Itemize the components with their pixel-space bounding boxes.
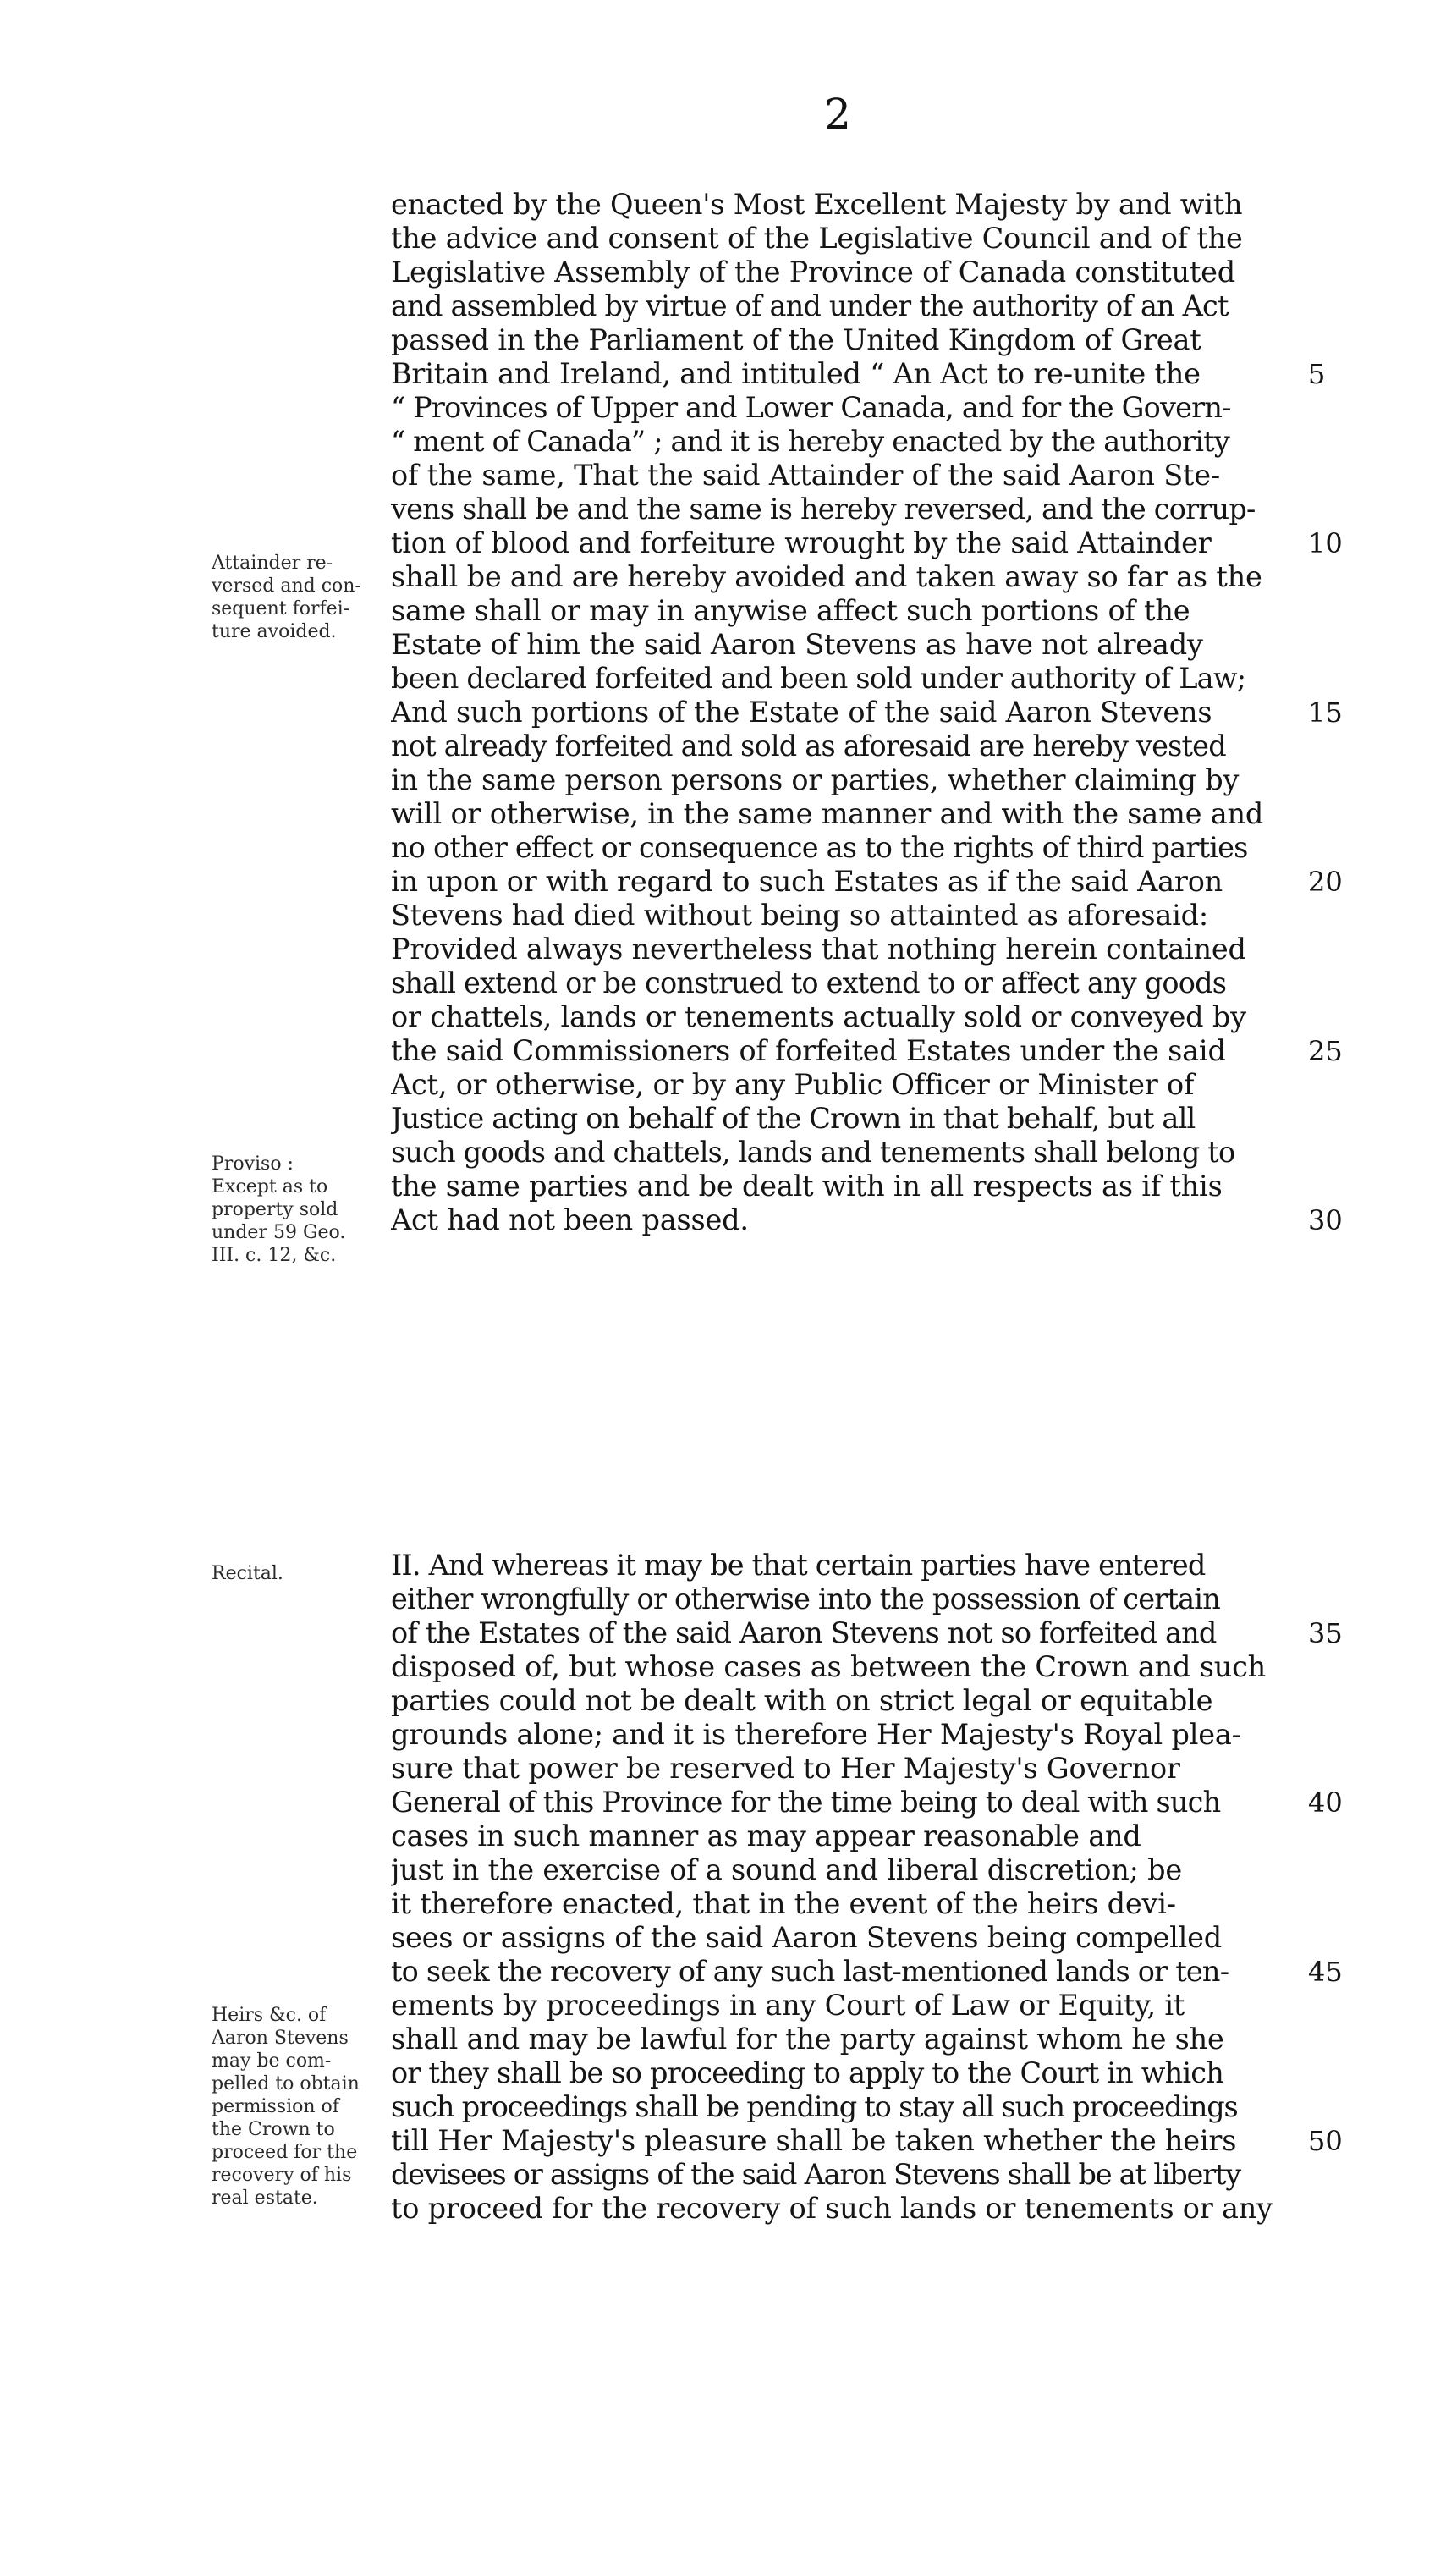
line-number-30: 30 (1308, 1204, 1343, 1236)
text-line: till Her Majesty's pleasure shall be taken whether the heirs (391, 2124, 1237, 2157)
line-number-25: 25 (1308, 1035, 1343, 1067)
text-line: tion of blood and forfeiture wrought by the said Attainder (391, 526, 1212, 559)
text-line: Provided always nevertheless that nothing herein contained (391, 933, 1246, 966)
text-line: Legislative Assembly of the Province of Canada constituted (391, 256, 1235, 289)
text-line: II. And whereas it may be that certain parties have entered (391, 1549, 1206, 1582)
text-line: “ ment of Canada” ; and it is hereby enacted by the authority (391, 425, 1229, 458)
text-line: And such portions of the Estate of the said Aaron Stevens (391, 696, 1212, 729)
section-two-text (391, 1549, 1289, 2226)
text-line: grounds alone; and it is therefore Her Majesty's Royal plea- (391, 1718, 1241, 1751)
text-line: sure that power be reserved to Her Majesty's Governor (391, 1752, 1180, 1785)
text-line: the same parties and be dealt with in all respects as if this (391, 1170, 1223, 1203)
text-line: Britain and Ireland, and intituled “ An Act to re-unite the (391, 357, 1201, 390)
line-number-20: 20 (1308, 866, 1343, 898)
text-line: Act had not been passed. (391, 1203, 749, 1236)
line-number-15: 15 (1308, 696, 1343, 729)
page-number: 2 (824, 90, 851, 139)
text-line: Stevens had died without being so attainted as aforesaid: (391, 899, 1209, 932)
text-line: of the Estates of the said Aaron Stevens not so forfeited and (391, 1616, 1217, 1649)
line-number-45: 45 (1308, 1956, 1343, 1988)
text-line: or chattels, lands or tenements actually sold or conveyed by (391, 1000, 1246, 1033)
text-line: General of this Province for the time being to deal with such (391, 1786, 1221, 1819)
line-number-35: 35 (1308, 1617, 1343, 1649)
text-line: or they shall be so proceeding to apply to the Court in which (391, 2056, 1224, 2089)
line-number-5: 5 (1308, 358, 1326, 390)
text-line: been declared forfeited and been sold under authority of Law; (391, 662, 1246, 695)
text-line: and assembled by virtue of and under the authority of an Act (391, 289, 1229, 322)
text-line: to seek the recovery of any such last-mentioned lands or ten- (391, 1955, 1229, 1988)
text-line: “ Provinces of Upper and Lower Canada, and for the Govern- (391, 391, 1231, 424)
text-line: cases in such manner as may appear reasonable and (391, 1819, 1141, 1852)
text-line: Estate of him the said Aaron Stevens as have not already (391, 628, 1203, 661)
line-number-40: 40 (1308, 1786, 1343, 1819)
text-line: same shall or may in anywise affect such portions of the (391, 594, 1190, 627)
text-line: shall and may be lawful for the party against whom he she (391, 2023, 1224, 2056)
marginal-note-attainder-reversed: Attainder re- versed and con- sequent forfei- ture avoided. (212, 553, 361, 642)
text-line: ements by proceedings in any Court of Law or Equity, it (391, 1989, 1185, 2022)
text-line: sees or assigns of the said Aaron Stevens being compelled (391, 1921, 1223, 1954)
text-line: vens shall be and the same is hereby reversed, and the corrup- (391, 493, 1256, 526)
marginal-note-heirs: Heirs &c. of Aaron Stevens may be com- pelled to obtain permission of the Crown to proceed for the recovery of his real estate. (212, 2005, 360, 2209)
marginal-note-proviso: Proviso : Except as to property sold under 59 Geo. III. c. 12, &c. (212, 1153, 346, 1266)
text-line: shall extend or be construed to extend to or affect any goods (391, 966, 1227, 999)
text-line: it therefore enacted, that in the event of the heirs devi- (391, 1887, 1176, 1920)
text-line: just in the exercise of a sound and liberal discretion; be (391, 1853, 1183, 1886)
text-line: to proceed for the recovery of such lands or tenements or any (391, 2192, 1273, 2225)
text-line: in upon or with regard to such Estates as if the said Aaron (391, 865, 1223, 898)
text-line: disposed of, but whose cases as between the Crown and such (391, 1650, 1267, 1683)
marginal-note-recital: Recital. (212, 1563, 283, 1584)
text-line: of the same, That the said Attainder of the said Aaron Ste- (391, 459, 1221, 492)
text-line: Justice acting on behalf of the Crown in that behalf, but all (391, 1102, 1196, 1135)
line-number-10: 10 (1308, 527, 1343, 559)
text-line: not already forfeited and sold as aforesaid are hereby vested (391, 729, 1226, 762)
text-line: will or otherwise, in the same manner and with the same and (391, 797, 1264, 830)
text-line: shall be and are hereby avoided and taken away so far as the (391, 560, 1262, 593)
text-line: passed in the Parliament of the United Kingdom of Great (391, 323, 1201, 356)
text-line: parties could not be dealt with on strict legal or equitable (391, 1684, 1213, 1717)
text-line: devisees or assigns of the said Aaron Stevens shall be at liberty (391, 2158, 1240, 2191)
section-one-text (391, 188, 1289, 1237)
text-line: either wrongfully or otherwise into the possession of certain (391, 1582, 1220, 1616)
text-line: such goods and chattels, lands and tenements shall belong to (391, 1136, 1235, 1169)
text-line: no other effect or consequence as to the rights of third parties (391, 831, 1248, 864)
text-line: the said Commissioners of forfeited Estates under the said (391, 1034, 1226, 1067)
text-line: the advice and consent of the Legislative Council and of the (391, 222, 1243, 255)
text-line: Act, or otherwise, or by any Public Officer or Minister of (391, 1068, 1195, 1101)
text-line: in the same person persons or parties, whether claiming by (391, 763, 1240, 796)
line-number-50: 50 (1308, 2125, 1343, 2157)
text-line: such proceedings shall be pending to stay all such proceedings (391, 2090, 1238, 2123)
text-line: enacted by the Queen's Most Excellent Majesty by and with (391, 188, 1243, 221)
